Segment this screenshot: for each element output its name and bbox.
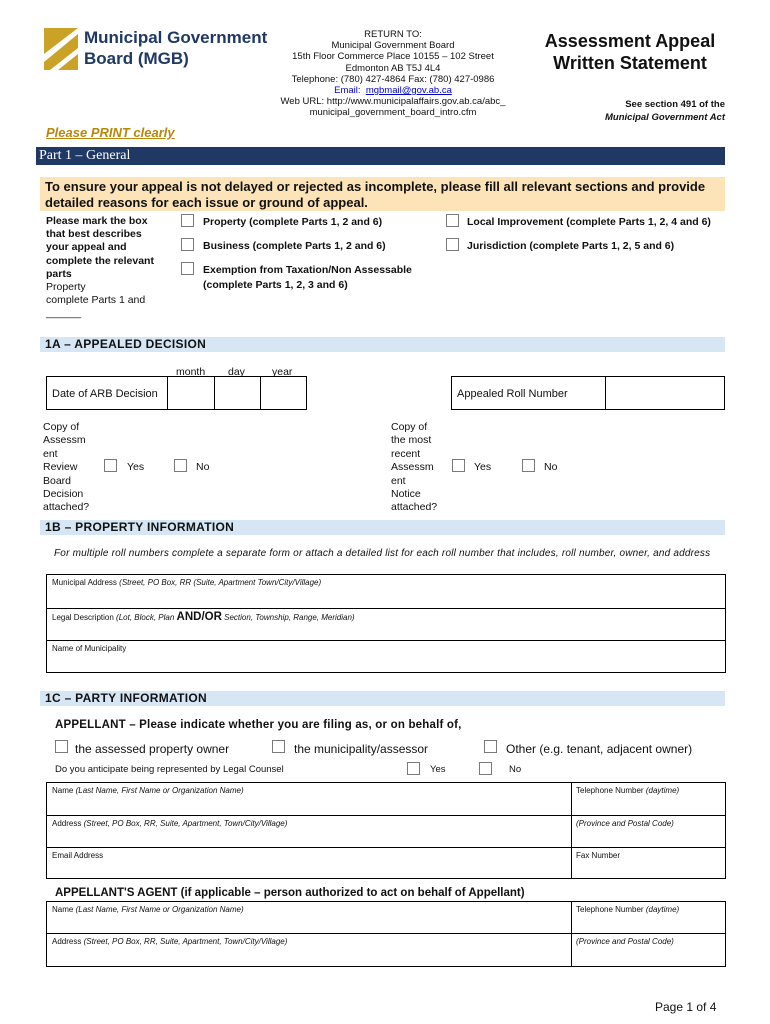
agent-province-field[interactable]: (Province and Postal Code)	[576, 937, 674, 946]
decision-year-input[interactable]	[261, 377, 306, 409]
copy-arb-no-checkbox[interactable]	[174, 459, 187, 472]
exemption-checkbox[interactable]	[181, 262, 194, 275]
section-1a-header: 1A – APPEALED DECISION	[40, 337, 725, 352]
appellant-details-block	[46, 782, 726, 879]
year-label: year	[272, 366, 293, 378]
exemption-option-sublabel: (complete Parts 1, 2, 3 and 6)	[203, 279, 348, 291]
legal-counsel-question: Do you anticipate being represented by Legal Counsel	[55, 764, 284, 775]
agent-phone-field[interactable]: Telephone Number (daytime)	[576, 905, 680, 914]
mark-instruction: Please mark the box that best describes your appeal and complete the relevant parts Property complete Parts 1 and ______	[46, 215, 154, 320]
mgb-logo	[44, 28, 268, 72]
copy-notice-no-checkbox[interactable]	[522, 459, 535, 472]
counsel-no-checkbox[interactable]	[479, 762, 492, 775]
email-link[interactable]: Email: mgbmail@gov.ab.ca	[334, 85, 452, 97]
other-party-option-label: Other (e.g. tenant, adjacent owner)	[506, 742, 693, 756]
appealed-roll-number-label: Appealed Roll Number	[457, 388, 568, 400]
business-checkbox[interactable]	[181, 238, 194, 251]
counsel-yes-label: Yes	[430, 764, 446, 775]
agent-heading: APPELLANT'S AGENT (if applicable – person authorized to act on behalf of Appellant)	[55, 887, 525, 899]
print-notice: Please PRINT clearly	[46, 125, 175, 140]
logo-line-1: Municipal Government	[84, 28, 268, 47]
arb-decision-date-label: Date of ARB Decision	[52, 388, 158, 400]
legal-description-field[interactable]: Legal Description (Lot, Block, Plan AND/OR Section, Township, Range, Meridian)	[52, 611, 355, 623]
appellant-name-field[interactable]: Name (Last Name, First Name or Organization Name)	[52, 786, 244, 795]
local-improvement-option-label: Local Improvement (complete Parts 1, 2, 4 and 6)	[467, 216, 711, 228]
logo-line-2: Board (MGB)	[84, 49, 189, 68]
appellant-address-field[interactable]: Address (Street, PO Box, RR, Suite, Apartment, Town/City/Village)	[52, 819, 288, 828]
owner-option-label: the assessed property owner	[75, 742, 230, 756]
month-label: month	[176, 366, 206, 378]
appealed-roll-number-input[interactable]	[606, 377, 724, 409]
section-1b-header: 1B – PROPERTY INFORMATION	[40, 520, 725, 535]
copy-notice-yes-checkbox[interactable]	[452, 459, 465, 472]
property-info-block	[46, 574, 726, 673]
property-checkbox[interactable]	[181, 214, 194, 227]
municipality-checkbox[interactable]	[272, 740, 285, 753]
appellant-heading: APPELLANT – Please indicate whether you are filing as, or on behalf of,	[55, 719, 462, 731]
page-number: Page 1 of 4	[655, 1000, 717, 1014]
copy-arb-yes-label: Yes	[127, 461, 145, 473]
other-party-checkbox[interactable]	[484, 740, 497, 753]
appellant-province-field[interactable]: (Province and Postal Code)	[576, 819, 674, 828]
decision-day-input[interactable]	[215, 377, 260, 409]
mgb-logo-mark-icon	[44, 28, 78, 70]
appellant-phone-field[interactable]: Telephone Number (daytime)	[576, 786, 680, 795]
agent-address-field[interactable]: Address (Street, PO Box, RR, Suite, Apartment, Town/City/Village)	[52, 937, 288, 946]
exemption-option-label: Exemption from Taxation/Non Assessable	[203, 264, 412, 276]
copy-arb-yes-checkbox[interactable]	[104, 459, 117, 472]
copy-arb-question: Copy of Assessm ent Review Board Decision attached?	[43, 421, 90, 514]
copy-notice-question: Copy of the most recent Assessm ent Notice attached?	[391, 421, 438, 514]
property-option-label: Property (complete Parts 1, 2 and 6)	[203, 216, 383, 228]
appellant-email-field[interactable]: Email Address	[52, 851, 104, 860]
warning-box: To ensure your appeal is not delayed or rejected as incomplete, please fill all relevant sections and provide detailed reasons for each issue or ground of appeal.	[40, 177, 725, 211]
local-improvement-checkbox[interactable]	[446, 214, 459, 227]
agent-name-field[interactable]: Name (Last Name, First Name or Organization Name)	[52, 905, 244, 914]
counsel-no-label: No	[509, 764, 522, 775]
appellant-fax-field[interactable]: Fax Number	[576, 851, 621, 860]
municipality-option-label: the municipality/assessor	[294, 742, 429, 756]
return-address: RETURN TO: Municipal Government Board 15th Floor Commerce Place 10155 – 102 Street Edmonton AB T5J 4L4 Telephone: (780) 427-4864 Fax: (780) 427-0986 Email: mgbmail@gov.ab.ca Web URL: http://www.municipalaffairs.gov.ab.ca/abc_ municipal_government_board_intro.cfm	[258, 29, 528, 119]
decision-month-input[interactable]	[168, 377, 214, 409]
arb-decision-date-field	[46, 376, 307, 410]
owner-checkbox[interactable]	[55, 740, 68, 753]
business-option-label: Business (complete Parts 1, 2 and 6)	[203, 240, 386, 252]
copy-notice-no-label: No	[544, 461, 558, 473]
multiple-roll-note: For multiple roll numbers complete a separate form or attach a detailed list for each roll number that includes, roll number, owner, and address	[54, 548, 711, 559]
jurisdiction-checkbox[interactable]	[446, 238, 459, 251]
counsel-yes-checkbox[interactable]	[407, 762, 420, 775]
doc-title: Assessment Appeal Written Statement	[544, 31, 716, 73]
day-label: day	[228, 366, 245, 378]
jurisdiction-option-label: Jurisdiction (complete Parts 1, 2, 5 and 6)	[467, 240, 675, 252]
copy-arb-no-label: No	[196, 461, 210, 473]
section-1c-header: 1C – PARTY INFORMATION	[40, 691, 725, 706]
appealed-roll-number-field	[451, 376, 725, 410]
copy-notice-yes-label: Yes	[474, 461, 492, 473]
municipality-name-field[interactable]: Name of Municipality	[52, 644, 127, 653]
part-1-banner: Part 1 – General	[36, 147, 725, 165]
municipal-address-field[interactable]: Municipal Address (Street, PO Box, RR (Suite, Apartment Town/City/Village)	[52, 578, 322, 587]
agent-details-block	[46, 901, 726, 967]
section-reference: See section 491 of the Municipal Government Act	[605, 99, 725, 123]
